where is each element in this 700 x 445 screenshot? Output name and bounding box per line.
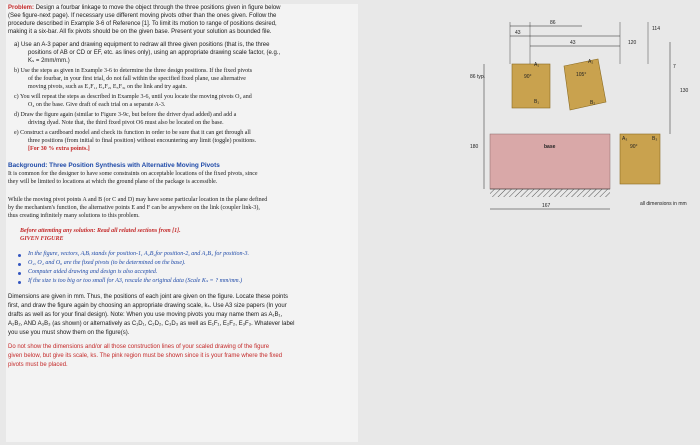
- step-b-line-1: b) Use the steps as given in Example 3-6 to determine the three design positions. If the fixed pivots: [14, 68, 253, 74]
- bullet-dot: [18, 263, 21, 266]
- block-position-1: [512, 64, 550, 108]
- dim-43-a: 43: [515, 30, 521, 36]
- label-a2: A₂: [588, 59, 594, 65]
- label-a3: A₃: [622, 136, 628, 142]
- angle-90-a: 90°: [524, 74, 532, 80]
- bullet-1: In the figure, vectors, AᵢBᵢ stands for position-1, A₂B₂for position-2, and A₃B₃ for position-3.: [28, 251, 250, 257]
- label-a1: A₁: [534, 62, 540, 68]
- background-line-1: It is common for the designer to have some constraints on acceptable locations of the fixed pivots, since: [8, 171, 258, 177]
- background-line-2: they will be limited to locations at which the ground plane of the package is accessible.: [8, 179, 218, 185]
- label-b3: B₃: [652, 136, 658, 142]
- problem-line-2: (See figure-next page). If necessary use different moving pivots other than the ones given. Follow the: [8, 13, 277, 19]
- base-region: [490, 134, 610, 189]
- background-para2-2: by the mechanism's function, the alternative points E and F can be anywhere on the link (coupler link-3),: [8, 205, 260, 211]
- ground-hatch: [490, 189, 610, 197]
- problem-line-3: procedure described in Example 3-6 of Reference [1]. To limit its motion to range of positions desired,: [8, 21, 277, 27]
- donot-line-1: Do not show the dimensions and/or all those construction lines of your scaled drawing of the figure: [8, 344, 270, 350]
- dim-180: 180: [470, 144, 479, 150]
- bullet-2: O₂, O₄ and O₆ are the fixed pivots (to be determined on the base).: [28, 260, 186, 266]
- bullet-3: Computer aided drawing and design is also accepted.: [28, 269, 158, 275]
- problem-label: Problem:: [8, 5, 35, 11]
- step-a-line-2: positions of AB or CD or EF, etc. as lines only), using an appropriate drawing scale factor, (e.g.,: [28, 50, 281, 56]
- units-note: all dimensions in mm: [640, 201, 687, 207]
- given-figure-heading: GIVEN FIGURE: [20, 236, 64, 242]
- bullet-dot: [18, 254, 21, 257]
- step-c-line-1: c) You will repeat the steps as described in Example 3-6, until you locate the moving pivots O₂ and: [14, 94, 252, 100]
- dim-120: 120: [628, 40, 637, 46]
- dimensions-line-3: drafts as well as for your final design). Note: When you use moving pivots you may name them as A₁B₁,: [8, 312, 283, 318]
- step-e-line-1: e) Construct a cardboard model and check its function in order to be sure that it can get through all: [14, 130, 251, 136]
- donot-line-2: given below, but give its scale, ks. The pink region must be shown since it is your frame where the fixed: [8, 353, 283, 359]
- dim-167: 167: [542, 203, 551, 209]
- bullet-dot: [18, 272, 21, 275]
- angle-90-b: 90°: [630, 144, 638, 150]
- step-c-line-2: O₄ on the base. Give draft of each trial on a separate A-3.: [28, 102, 166, 108]
- step-a-line-1: a) Use an A-3 paper and drawing equipment to redraw all three given positions (that is, the three: [14, 42, 270, 48]
- step-d-line-1: d) Draw the figure again (similar to Figure 3-9c, but before the driver dyad added) and add a: [14, 112, 237, 118]
- label-b2: B₂: [590, 100, 596, 106]
- dimensions-line-5: you use you must show them on the figure(s).: [8, 330, 130, 336]
- before-note: Before attemting any solution: Read all related sections from [1].: [20, 228, 181, 234]
- figure-drawing: [470, 4, 696, 229]
- dim-130: 130: [680, 88, 689, 94]
- step-a-line-3: Kₛ = 2mm/mm.): [28, 58, 70, 64]
- step-e-line-2: three positions (from initial to final position) without encountering any limit (toggle) positions.: [28, 138, 257, 144]
- dim-43-b: 43: [570, 40, 576, 46]
- step-b-line-3: moving pivots, such as E₁F₁, E₂F₂, E₃F₃, on the link and try again.: [28, 84, 188, 90]
- dim-86-typ: 86 typ.: [470, 74, 486, 80]
- dim-7: 7: [673, 64, 676, 70]
- donot-line-3: pivots must be placed.: [8, 362, 68, 368]
- bullet-4: If the size is too big or too small for A3, rescale the original data (Scale Kₛ = ? mm/mm.): [28, 278, 243, 284]
- dimensions-line-4: A₂B₂, AND A₃B₃ (as shown) or alternatively as C₁D₁, C₂D₂, C₃D₃ as well as E₁F₁, E₂F₂, E₃F₃. Whatever label: [8, 321, 295, 327]
- dimensions-line-1: Dimensions are given in mm. Thus, the positions of each joint are given on the figure. Locate these points: [8, 294, 289, 300]
- linkage-figure: [470, 4, 696, 229]
- problem-line-1: Problem: Design a fourbar linkage to move the object through the three positions given in figure below: [8, 5, 281, 11]
- dimensions-line-2: first, and draw the figure again by choosing an appropriate drawing scale, kₛ. Use A3 size papers (In your: [8, 303, 287, 309]
- extra-points: [For 30 % extra points.]: [28, 146, 90, 152]
- block-position-2: [564, 59, 606, 110]
- dim-86: 86: [550, 20, 556, 26]
- background-para2-1: While the moving pivot points A and B (or C and D) may have some particular location in the plane defined: [8, 197, 268, 203]
- problem-line-4: making it a six-bar. All fix pivots should be on the given base. Present your solution as bounded file.: [8, 29, 272, 35]
- background-para2-3: thus creating infinitely many solutions to this problem.: [8, 213, 140, 219]
- assignment-text: [6, 4, 358, 442]
- dim-114: 114: [652, 26, 660, 32]
- step-b-line-2: of the fourbar, in your first trial, do not fall within the specified fixed plane, use alternative: [28, 76, 246, 82]
- label-b1: B₁: [534, 99, 540, 105]
- background-heading: Background: Three Position Synthesis with Alternative Moving Pivots: [8, 162, 220, 169]
- step-d-line-2: driving dyad. Note that, the third fixed pivot O6 must also be located on the base.: [28, 120, 224, 126]
- angle-105: 105°: [576, 72, 587, 78]
- base-label: base: [544, 144, 556, 150]
- bullet-dot: [18, 281, 21, 284]
